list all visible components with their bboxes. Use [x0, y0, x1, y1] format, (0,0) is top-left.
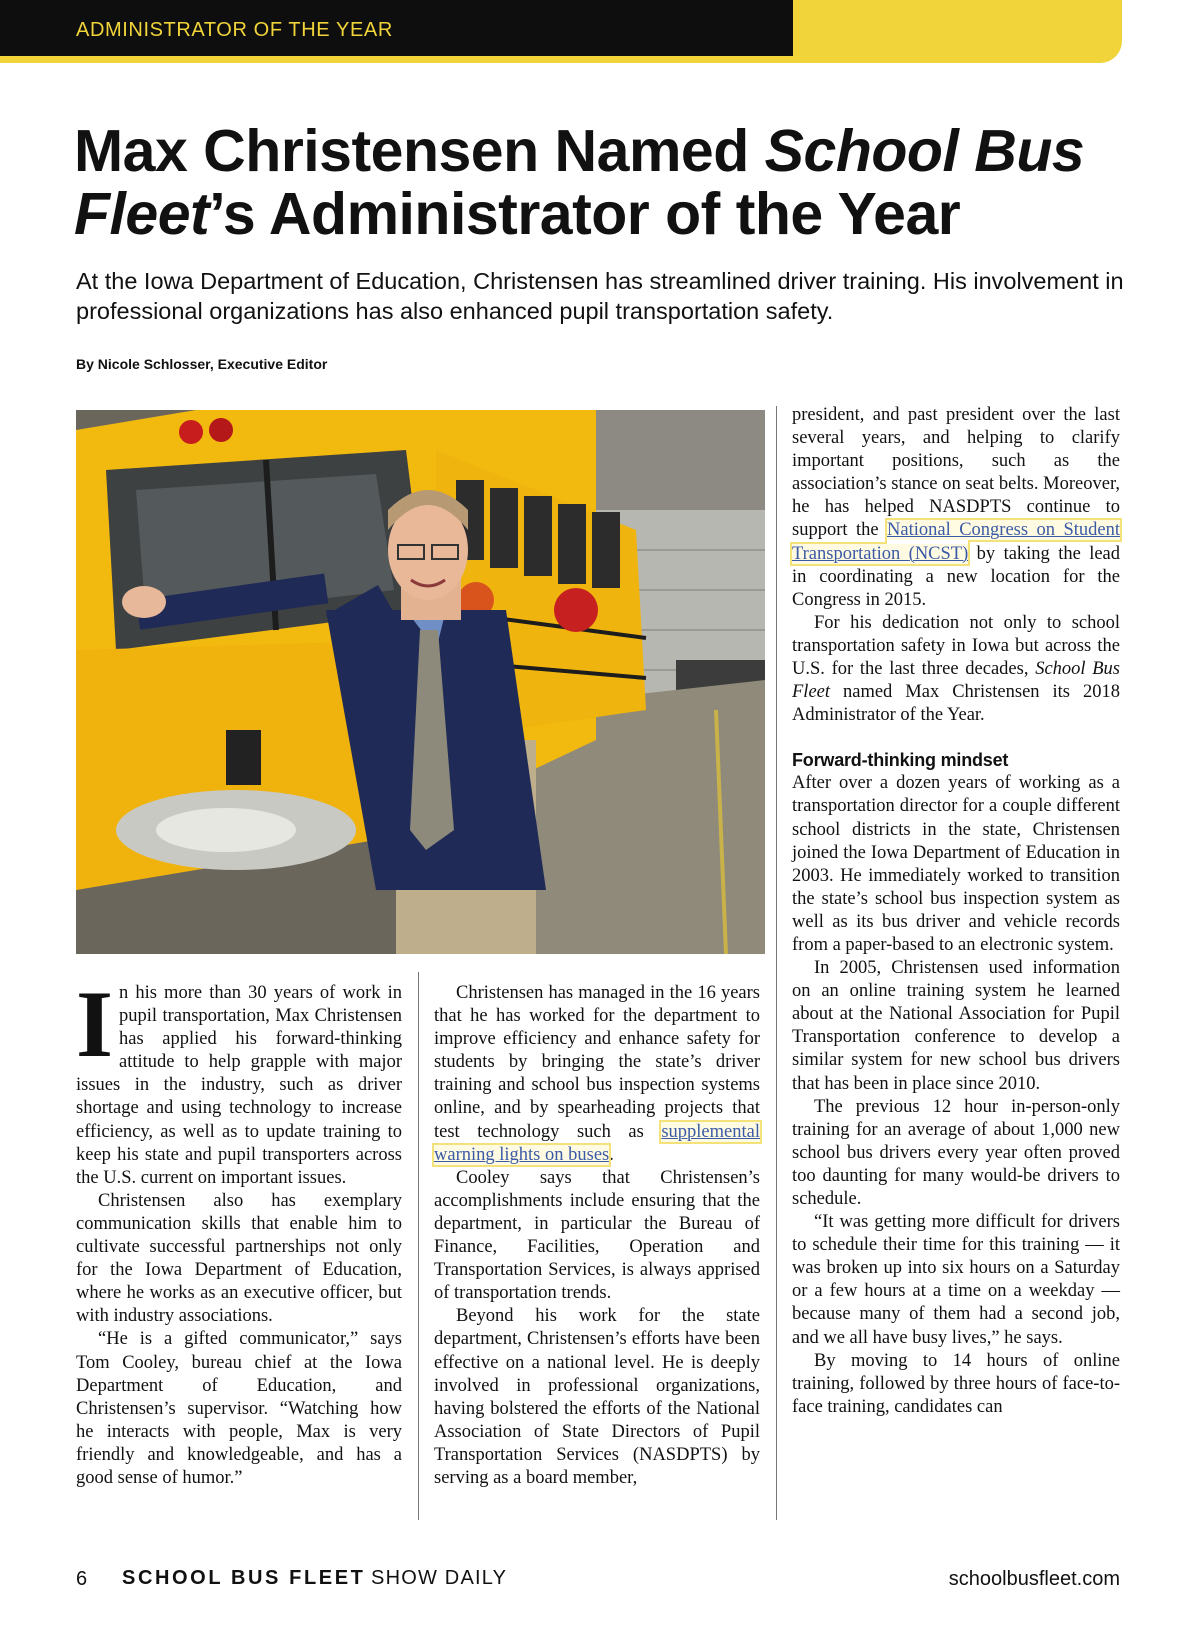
title-part-2: ’s Administrator of the Year — [209, 181, 961, 247]
paragraph — [792, 612, 1120, 727]
paragraph-text: n his more than 30 years of work in pupil transportation, Max Christensen has applied his forward-thinking attitude to help grapple with major issues in the industry, such as driver shortage and using technology to increase efficiency, as well as to update training to keep his state and pupil transporters across the U.S. current on important issues. — [76, 983, 402, 1188]
title-publication-name: School Bus Fleet — [74, 118, 1085, 247]
paragraph: Christensen also has exemplary communication skills that enable him to cultivate successful partnerships not only for the Iowa Department of Education, where he works as an executive officer, but with industry associations. — [76, 1190, 402, 1327]
paragraph: The previous 12 hour in-person-only training for an average of about 1,000 new school bus drivers every year often proved too daunting for many would-be drivers to schedule. — [792, 1096, 1120, 1209]
paragraph — [76, 971, 402, 1190]
paragraph-text: by taking the lead in coordinating a new location for the Congress in 2015. — [792, 543, 1121, 610]
ncst-link[interactable]: National Congress on Student Transportation (NCST) — [792, 520, 1121, 564]
paragraph — [792, 404, 1120, 612]
paragraph-text: . — [609, 1144, 614, 1165]
paragraph: Beyond his work for the state department, Christensen’s efforts have been effective on a national level. He is deeply involved in professional organizations, having bolstered the efforts of the National Association of State Directors of Pupil Transportation Services (NASDPTS) by serving as a board member, — [434, 1306, 760, 1488]
paragraph: In 2005, Christensen used information on an online training system he learned about at the National Association for Pupil Transportation conference to develop a similar system for new school bus drivers that has been in place since 2010. — [792, 958, 1120, 1094]
title-part-1: Max Christensen Named — [74, 118, 765, 184]
article-title — [74, 120, 1134, 246]
column-rule-2 — [776, 406, 777, 1520]
paragraph-text: For his dedication not only to school transportation safety in Iowa but across the U.S. for the last three decades, — [792, 612, 1120, 680]
paragraph — [434, 982, 760, 1167]
website-url[interactable]: schoolbusfleet.com — [948, 1568, 1120, 1590]
body-column-3 — [792, 404, 1120, 1419]
paragraph: “It was getting more difficult for drivers to schedule their time for this training — it was broken up into six hours on a Saturday or a few hours at a time on a weekday — because many of them had a second job, and we all have busy lives,” he says. — [792, 1212, 1120, 1348]
page-number: 6 — [76, 1568, 88, 1590]
drop-cap: I — [76, 971, 113, 1077]
body-column-2 — [434, 982, 760, 1490]
publication-name: School Bus Fleet — [792, 659, 1121, 703]
brand-edition: SHOW DAILY — [371, 1567, 508, 1589]
article-photo — [76, 410, 765, 954]
section-label: ADMINISTRATOR OF THE YEAR — [76, 19, 393, 41]
paragraph-text: named Max Christensen its 2018 Administrator of the Year. — [792, 682, 1120, 726]
publication-footer — [122, 1567, 507, 1590]
supplemental-warning-lights-link[interactable]: supplemental warning lights on buses — [434, 1121, 760, 1165]
article-byline: By Nicole Schlosser, Executive Editor — [76, 356, 328, 372]
column-rule-1 — [418, 972, 419, 1520]
paragraph-text: president, and past president over the last several years, and helping to clarify important positions, such as the association’s stance on seat belts. Moreover, he has helped NASDPTS continue to support the — [792, 405, 1120, 541]
paragraph: Cooley says that Christensen’s accomplishments include ensuring that the department, in particular the Bureau of Finance, Facilities, Operation and Transportation Services, is always apprised of transportation trends. — [434, 1167, 760, 1304]
brand-name: SCHOOL BUS FLEET — [122, 1567, 366, 1589]
paragraph: “He is a gifted communicator,” says Tom Cooley, bureau chief at the Iowa Department of Education, and Christensen’s supervisor. “Watching how he interacts with people, Max is very friendly and knowledgeable, and has a good sense of humor.” — [76, 1329, 402, 1488]
paragraph-text: Christensen has managed in the 16 years that he has worked for the department to improve efficiency and enhance safety for students by bringing the state’s driver training and school bus inspection systems online, and by spearheading projects that test technology such as — [434, 983, 760, 1142]
body-column-1 — [76, 971, 402, 1490]
paragraph: After over a dozen years of working as a transportation director for a couple different school districts in the state, Christensen joined the Iowa Department of Education in 2003. He immediately worked to transition the state’s school bus inspection system as well as its bus driver and vehicle records from a paper-based to an electronic system. — [792, 773, 1120, 955]
article-deck: At the Iowa Department of Education, Christensen has streamlined driver training. His involvement in professional organizations has also enhanced pupil transportation safety. — [76, 268, 1124, 324]
subhead: Forward-thinking mindset — [792, 750, 1009, 771]
paragraph: By moving to 14 hours of online training, followed by three hours of face-to-face training, candidates can — [792, 1350, 1120, 1417]
